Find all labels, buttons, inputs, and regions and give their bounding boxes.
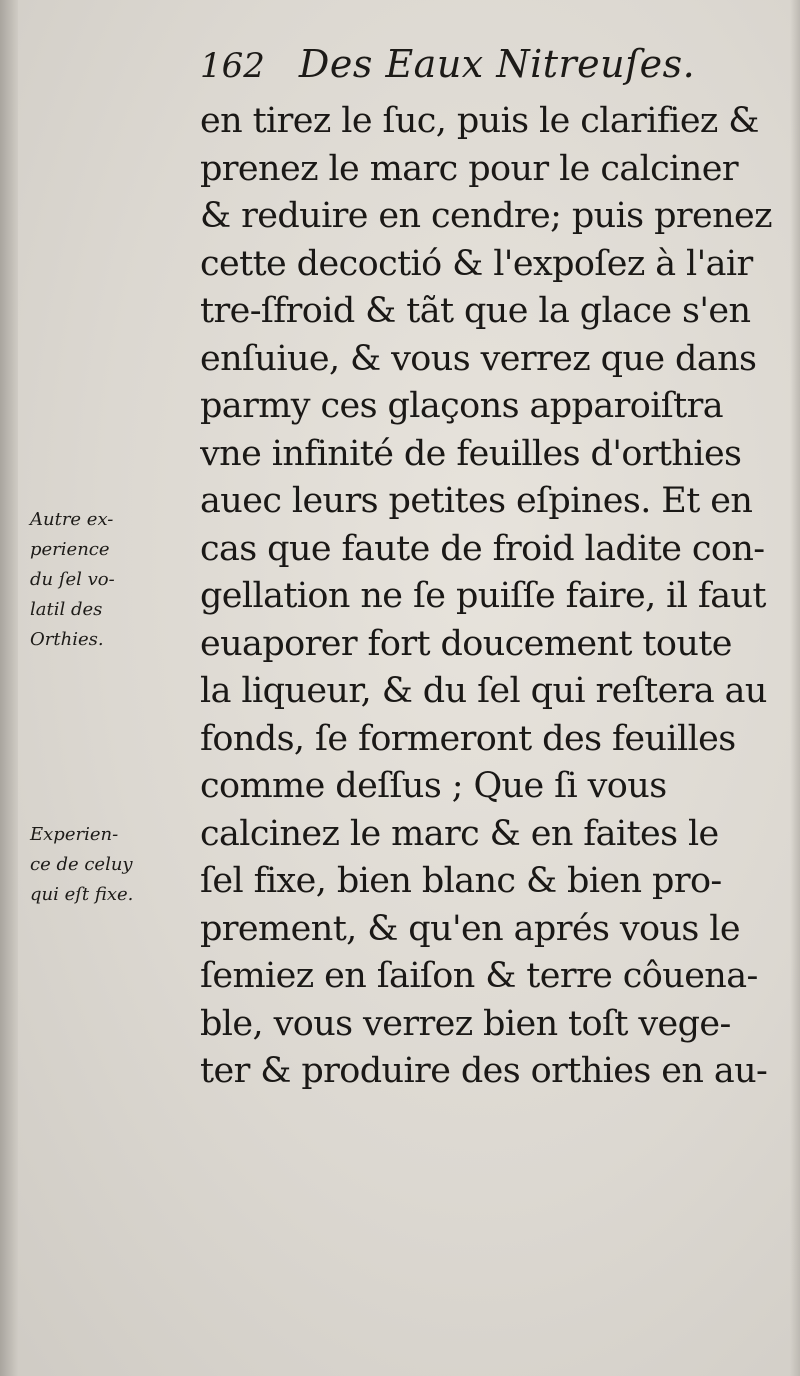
- text-line: en tirez le ſuc, puis le clarifiez &: [200, 101, 759, 141]
- text-line: cas que faute de froid ladite con-: [200, 528, 765, 569]
- text-line: vne infinité de feuilles d'orthies: [200, 433, 742, 474]
- margin-note-autre-experience: [30, 505, 190, 655]
- margin-note-line: latil des: [30, 599, 103, 620]
- margin-note-line: perience: [30, 539, 110, 560]
- margin-note-line: Orthies.: [30, 629, 104, 650]
- margin-note-line: qui eſt fixe.: [30, 884, 134, 905]
- page-edge-shadow: [790, 0, 800, 1376]
- book-spine-shadow: [0, 0, 18, 1376]
- running-head: [200, 42, 695, 92]
- text-line: tre-ſfroid & tãt que la glace s'en: [200, 291, 751, 331]
- text-line: ble, vous verrez bien toſt vege-: [200, 1003, 731, 1044]
- text-line: parmy ces glaçons apparoiſtra: [200, 386, 724, 426]
- running-title: Des Eaux Nitreuſes.: [298, 42, 696, 86]
- text-line: ter & produire des orthies en au-: [200, 1051, 768, 1091]
- text-line: gellation ne ſe puiſſe faire, il faut: [200, 576, 766, 616]
- text-line: la liqueur, & du ſel qui reſtera au: [200, 671, 767, 711]
- text-line: prenez le marc pour le calciner: [200, 148, 738, 189]
- text-line: calcinez le marc & en faites le: [200, 813, 719, 854]
- text-line: prement, & qu'en aprés vous le: [200, 908, 741, 949]
- text-line: auec leurs petites eſpines. Et en: [200, 481, 753, 521]
- page-number: 162: [200, 46, 265, 86]
- margin-note-line: Autre ex-: [30, 509, 114, 530]
- margin-note-experience-fixe: [30, 820, 190, 910]
- text-line: fonds, ſe formeront des feuilles: [200, 718, 736, 759]
- margin-note-line: Experien-: [30, 824, 119, 845]
- text-line: ſemiez en ſaiſon & terre côuena-: [200, 956, 758, 996]
- margin-note-line: du ſel vo-: [30, 569, 115, 590]
- text-line: euaporer fort doucement toute: [200, 623, 732, 664]
- text-line: enſuiue, & vous verrez que dans: [200, 338, 757, 379]
- body-text: [200, 98, 790, 1096]
- text-line: cette decoctió & l'expoſez à l'air: [200, 243, 753, 284]
- text-line: comme deſſus ; Que ſi vous: [200, 766, 667, 806]
- margin-note-line: ce de celuy: [30, 854, 133, 875]
- text-line: & reduire en cendre; puis prenez: [200, 196, 773, 236]
- text-line: ſel fixe, bien blanc & bien pro-: [200, 861, 722, 901]
